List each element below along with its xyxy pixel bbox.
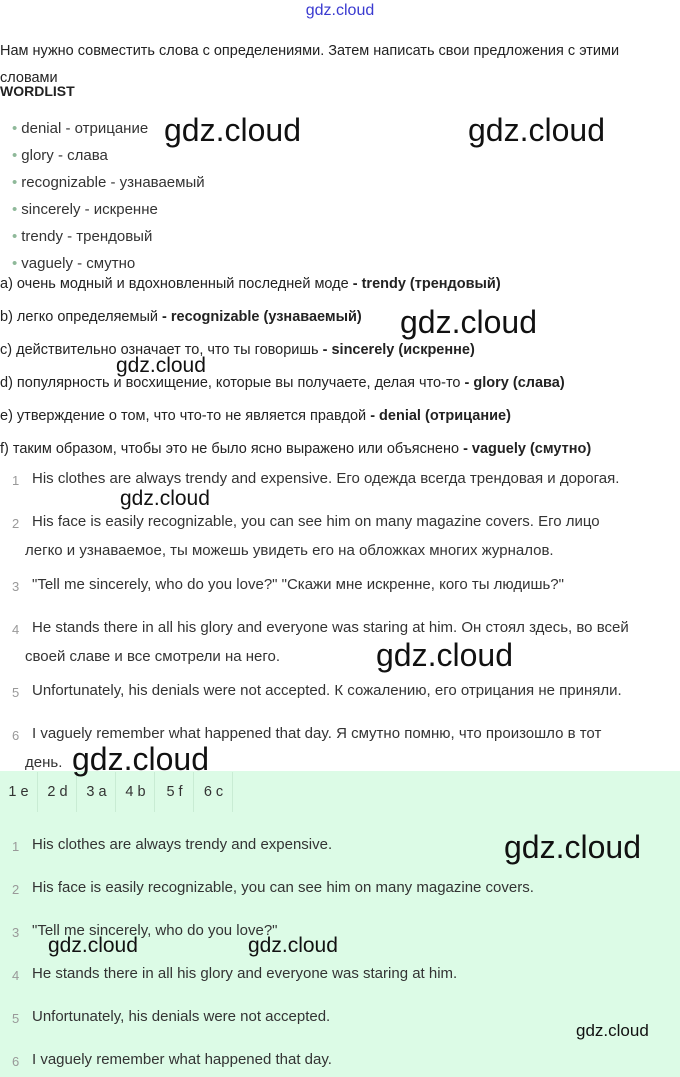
- answer-sentence-number: 1: [12, 839, 20, 854]
- answer-cell: 4 b: [117, 772, 155, 812]
- sentence-number: 5: [12, 685, 20, 700]
- definition-row: [0, 375, 565, 391]
- definition-text: c) действительно означает то, что ты говоришь: [0, 342, 323, 358]
- wordlist-item-text: trendy - трендовый: [21, 228, 153, 245]
- answer-sentence-number: 2: [12, 882, 20, 897]
- header-watermark: gdz.cloud: [305, 2, 375, 19]
- sentence-text-continued: своей славе и все смотрели на него.: [25, 648, 281, 665]
- wordlist-item: [12, 255, 135, 272]
- watermark: gdz.cloud: [72, 741, 209, 777]
- bullet-icon: •: [12, 174, 18, 191]
- bullet-icon: •: [12, 147, 18, 164]
- definition-answer: - trendy (трендовый): [352, 276, 501, 292]
- answer-sentence-number: 4: [12, 968, 20, 983]
- definition-row: [0, 276, 501, 292]
- answer-sentence-number: 5: [12, 1011, 20, 1026]
- sentence-text: His face is easily recognizable, you can see him on many magazine covers. Его лицо: [32, 513, 600, 530]
- sentence-number: 6: [12, 728, 20, 743]
- wordlist-item: [12, 147, 108, 164]
- answer-sentence-text: "Tell me sincerely, who do you love?": [32, 922, 278, 939]
- definition-text: e) утверждение о том, что что-то не является правдой: [0, 408, 371, 424]
- watermark: gdz.cloud: [468, 112, 605, 148]
- definition-answer: - sincerely (искренне): [322, 342, 475, 358]
- sentence-text: I vaguely remember what happened that day. Я смутно помню, что произошло в тот: [32, 725, 602, 742]
- definition-text: d) популярность и восхищение, которые вы получаете, делая что-то: [0, 375, 465, 391]
- wordlist-item: [12, 174, 205, 191]
- watermark: gdz.cloud: [376, 637, 513, 673]
- wordlist-item: [12, 228, 152, 245]
- wordlist-item-text: vaguely - смутно: [21, 255, 136, 272]
- answer-cell: 1 e: [0, 772, 38, 812]
- watermark: gdz.cloud: [400, 304, 537, 340]
- definition-row: [0, 441, 591, 457]
- answer-sentence-text: I vaguely remember what happened that day.: [32, 1051, 332, 1068]
- task-instruction: Нам нужно совместить слова с определениями. Затем написать свои предложения с этими словами: [0, 43, 620, 86]
- bullet-icon: •: [12, 120, 18, 137]
- definition-text: a) очень модный и вдохновленный последней моде: [0, 276, 353, 292]
- definition-answer: - recognizable (узнаваемый): [162, 309, 362, 325]
- wordlist-item: [12, 201, 158, 218]
- sentence-text: "Tell me sincerely, who do you love?" "Скажи мне искренне, кого ты людишь?": [32, 576, 564, 593]
- answer-sentence-text: He stands there in all his glory and everyone was staring at him.: [32, 965, 458, 982]
- wordlist-item-text: recognizable - узнаваемый: [21, 174, 205, 191]
- wordlist-heading: WORDLIST: [0, 83, 75, 99]
- answer-cell: 5 f: [156, 772, 194, 812]
- wordlist-item-text: sincerely - искренне: [21, 201, 158, 218]
- sentence-text-continued: день.: [25, 754, 63, 771]
- watermark: gdz.cloud: [504, 829, 641, 865]
- answer-cell: 6 c: [195, 772, 233, 812]
- definition-text: f) таким образом, чтобы это не было ясно выражено или объяснено: [0, 441, 464, 457]
- answer-cell: 2 d: [39, 772, 77, 812]
- definition-answer: - denial (отрицание): [370, 408, 511, 424]
- answer-cell: 3 a: [78, 772, 116, 812]
- bullet-icon: •: [12, 255, 18, 272]
- wordlist-item-text: denial - отрицание: [21, 120, 149, 137]
- definition-answer: - vaguely (смутно): [463, 441, 592, 457]
- watermark: gdz.cloud: [576, 1021, 649, 1040]
- sentence-number: 3: [12, 579, 20, 594]
- definition-answer: - glory (слава): [464, 375, 565, 391]
- wordlist-item: [12, 120, 148, 137]
- sentence-text: His clothes are always trendy and expensive. Его одежда всегда трендовая и дорогая.: [32, 470, 620, 487]
- sentence-text: Unfortunately, his denials were not accepted. К сожалению, его отрицания не приняли.: [32, 682, 622, 699]
- sentence-number: 2: [12, 516, 20, 531]
- sentence-text: He stands there in all his glory and everyone was staring at him. Он стоял здесь, во всей: [32, 619, 629, 636]
- answer-sentence-number: 6: [12, 1054, 20, 1069]
- answer-sentence-number: 3: [12, 925, 20, 940]
- wordlist-item-text: glory - слава: [21, 147, 108, 164]
- watermark: gdz.cloud: [120, 487, 210, 510]
- answer-sentence-text: Unfortunately, his denials were not accepted.: [32, 1008, 331, 1025]
- watermark: gdz.cloud: [116, 354, 206, 377]
- definition-text: b) легко определяемый: [0, 309, 162, 325]
- sentence-text-continued: легко и узнаваемое, ты можешь увидеть его на обложках многих журналов.: [25, 542, 554, 559]
- answer-sentence-text: His face is easily recognizable, you can see him on many magazine covers.: [32, 879, 534, 896]
- watermark: gdz.cloud: [248, 934, 338, 957]
- definition-row: [0, 408, 511, 424]
- answer-sentence-text: His clothes are always trendy and expensive.: [32, 836, 333, 853]
- bullet-icon: •: [12, 228, 18, 245]
- bullet-icon: •: [12, 201, 18, 218]
- definition-row: [0, 342, 475, 358]
- watermark: gdz.cloud: [164, 112, 301, 148]
- sentence-number: 1: [12, 473, 20, 488]
- watermark: gdz.cloud: [48, 934, 138, 957]
- sentence-number: 4: [12, 622, 20, 637]
- definition-row: [0, 309, 362, 325]
